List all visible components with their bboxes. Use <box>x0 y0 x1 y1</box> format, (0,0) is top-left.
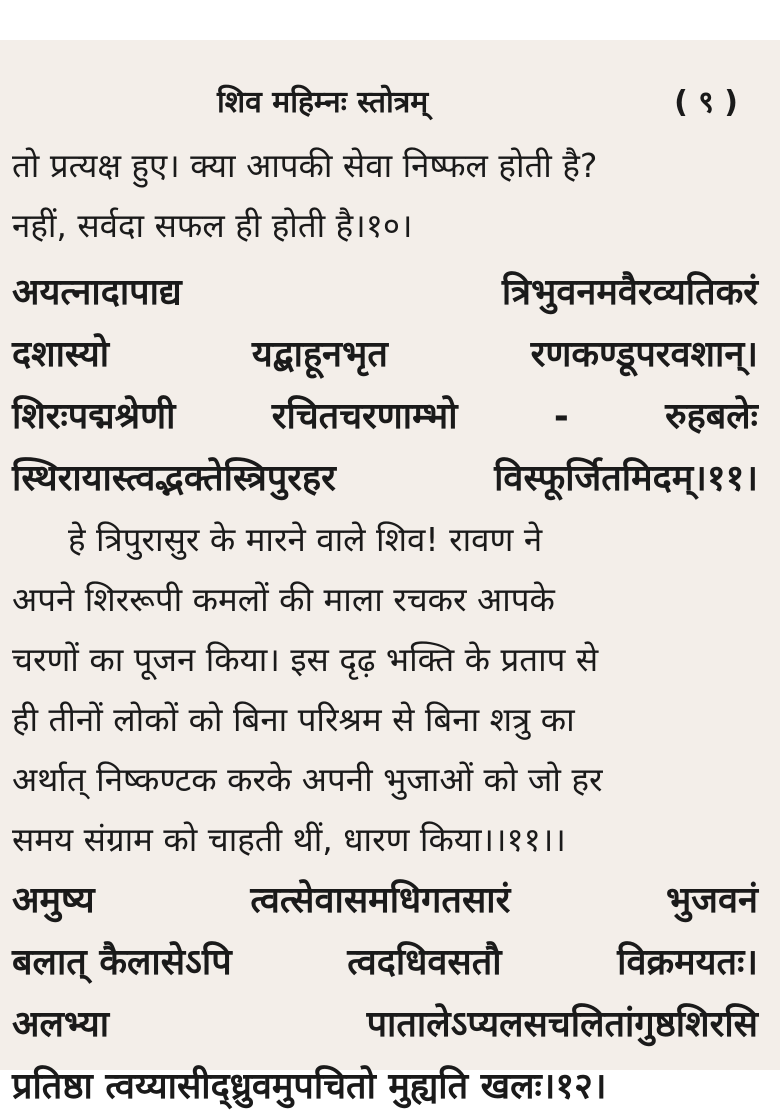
verse-word: अमुष्य <box>12 880 95 921</box>
verse-word: रणकण्डूपरवशान्। <box>530 334 758 375</box>
verse-line <box>12 324 758 386</box>
verse-word: पातालेऽप्यलसचलितांगुष्ठशिरसि <box>366 1004 758 1045</box>
verse-word: रचितचरणाम्भो <box>271 396 458 437</box>
book-page <box>0 40 780 1107</box>
verse-word: विस्फूर्जितमिदम्।११। <box>494 458 758 499</box>
text-line: अपने शिररूपी कमलों की माला रचकर आपके <box>12 580 555 619</box>
verse-line <box>12 994 758 1056</box>
text-line: चरणों का पूजन किया। इस दृढ़ भक्ति के प्रताप से <box>12 640 599 679</box>
verse-line <box>12 870 758 932</box>
text-line: ही तीनों लोकों को बिना परिश्रम से बिना शत्रु का <box>12 700 575 739</box>
text-line: अर्थात् निष्कण्टक करके अपनी भुजाओं को जो हर <box>12 760 603 799</box>
verse-line <box>12 1056 758 1118</box>
text-line: नहीं, सर्वदा सफल ही होती है।१०। <box>12 206 413 245</box>
text-line: तो प्रत्यक्ष हुए। क्या आपकी सेवा निष्फल होती है? <box>12 146 598 185</box>
verse-line <box>12 262 758 324</box>
verse-word: अयत्नादापाद्य <box>12 272 182 313</box>
verse-word: त्वत्सेवासमधिगतसारं <box>250 880 511 921</box>
verse-line <box>12 386 758 448</box>
verse-word: प्रतिष्ठा त्वय्यासीद्ध्रुवमुपचितो मुह्यति खलः।१२। <box>12 1066 607 1107</box>
verse-line <box>12 932 758 994</box>
verse-word: त्रिभुवनमवैरव्यतिकरं <box>501 272 758 313</box>
verse-word: त्वदधिवसतौ <box>347 942 502 983</box>
text-line: हे त्रिपुरासुर के मारने वाले शिव! रावण ने <box>68 520 543 559</box>
sanskrit-verse-12 <box>12 870 758 1118</box>
verse-word: स्थिरायास्त्वद्भक्तेस्त्रिपुरहर <box>12 458 336 499</box>
verse-word: दशास्यो <box>12 334 110 375</box>
translation-verse-10 <box>12 136 758 256</box>
translation-verse-11 <box>12 510 758 870</box>
verse-line <box>12 448 758 510</box>
verse-word: भुजवनं <box>665 880 758 921</box>
page-title: शिव महिम्नः स्तोत्रम् <box>217 85 429 120</box>
verse-word: - <box>553 396 569 437</box>
page-number: ( ९ ) <box>674 85 738 120</box>
verse-word: रुहबलेः <box>665 396 758 437</box>
verse-word: शिरःपद्मश्रेणी <box>12 396 176 437</box>
page-header <box>12 80 758 136</box>
verse-word: बलात् कैलासेऽपि <box>12 942 232 983</box>
verse-word: विक्रमयतः। <box>617 942 758 983</box>
sanskrit-verse-11 <box>12 262 758 510</box>
verse-word: अलभ्या <box>12 1004 110 1045</box>
verse-word: यद्बाहूनभृत <box>251 334 388 375</box>
text-line: समय संग्राम को चाहती थीं, धारण किया।।११।। <box>12 820 566 859</box>
